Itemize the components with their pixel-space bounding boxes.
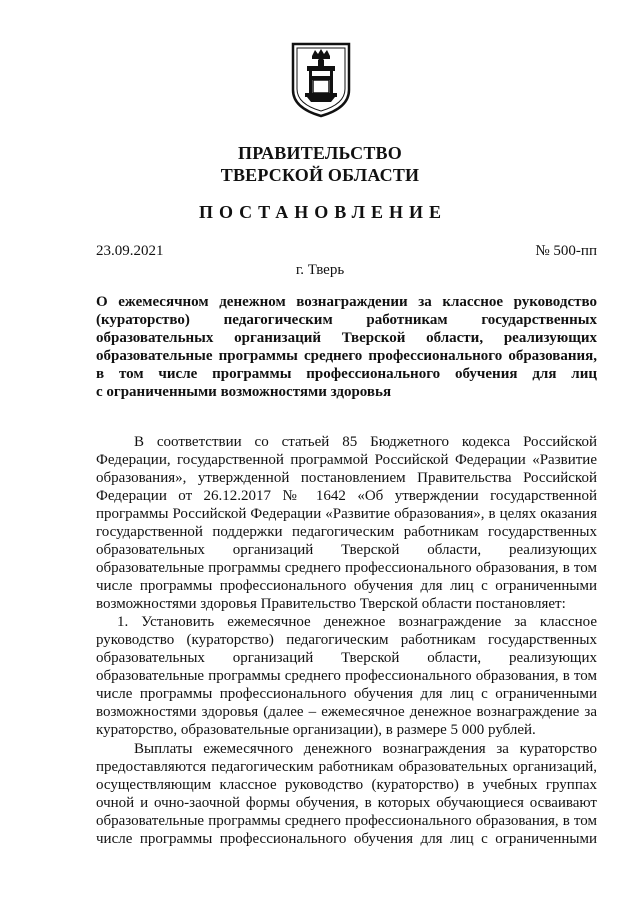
document-title-line: с ограниченными возможностями здоровья: [96, 384, 392, 400]
document-title-line: образовательные программы среднего профессионального образования,: [96, 348, 597, 364]
document-title-line: (кураторство) педагогическим работникам государственных: [96, 312, 597, 328]
body-text-line: 1. Установить ежемесячное денежное вознаграждение за классное: [117, 614, 597, 630]
coat-of-arms-icon: [291, 42, 351, 118]
document-title-line: О ежемесячном денежном вознаграждении за классное руководство: [96, 294, 597, 310]
body-text-line: образовательные программы среднего профессионального образования, в том: [96, 813, 597, 829]
body-text-line: образовательных организаций Тверской области, реализующих: [96, 650, 597, 666]
body-text-line: числе программы профессионального обучения для лиц с ограниченными: [96, 686, 597, 702]
body-text-line: предоставляются педагогическим работникам образовательных организаций,: [96, 759, 597, 775]
body-text-line: числе программы профессионального обучения для лиц с ограниченными: [96, 831, 597, 847]
document-title-line: в том числе программы профессионального обучения для лиц: [96, 366, 597, 382]
body-text-line: Федерации от 26.12.2017 № 1642 «Об утверждении государственной: [96, 488, 597, 504]
body-text-line: руководство (кураторство) педагогическим работникам государственных: [96, 632, 597, 648]
body-text-line: осуществляющим классное руководство (кураторство) в учебных группах: [96, 777, 597, 793]
body-text-line: образовательные программы среднего профессионального образования, в том: [96, 560, 597, 576]
body-text-line: кураторство, образовательные организации), в размере 5 000 рублей.: [96, 722, 536, 738]
body-text-line: возможностями здоровья (далее – ежемесячное денежное вознаграждение за: [96, 704, 597, 720]
document-date: 23.09.2021: [96, 243, 164, 259]
body-text-line: государственной поддержки педагогическим работникам государственных: [96, 524, 597, 540]
document-city: г. Тверь: [295, 262, 345, 278]
authority-name-line1: ПРАВИТЕЛЬСТВО: [238, 143, 402, 163]
body-text-line: очной и очно-заочной формы обучения, в которых обучающиеся осваивают: [96, 795, 597, 811]
body-text-line: образовательных организаций Тверской области, реализующих: [96, 542, 597, 558]
document-type-heading: ПОСТАНОВЛЕНИЕ: [198, 202, 448, 222]
body-text-line: Федерации, государственной программой Российской Федерации «Развитие: [96, 452, 597, 468]
body-text-line: образования», утвержденной постановлением Правительства Российской: [96, 470, 597, 486]
body-text-line: образовательные программы среднего профессионального образования, в том: [96, 668, 597, 684]
body-text-line: Выплаты ежемесячного денежного вознаграждения за кураторство: [134, 741, 597, 757]
body-text-line: В соответствии со статьей 85 Бюджетного кодекса Российской: [134, 434, 597, 450]
document-title-line: образовательных организаций Тверской области, реализующих: [96, 330, 597, 346]
body-text-line: возможностями здоровья Правительство Тверской области постановляет:: [96, 596, 566, 612]
document-number: № 500-пп: [535, 243, 597, 259]
body-text-line: программы Российской Федерации «Развитие образования», в целях оказания: [96, 506, 597, 522]
body-text-line: числе программы профессионального обучения для лиц с ограниченными: [96, 578, 597, 594]
authority-name-line2: ТВЕРСКОЙ ОБЛАСТИ: [220, 165, 420, 185]
